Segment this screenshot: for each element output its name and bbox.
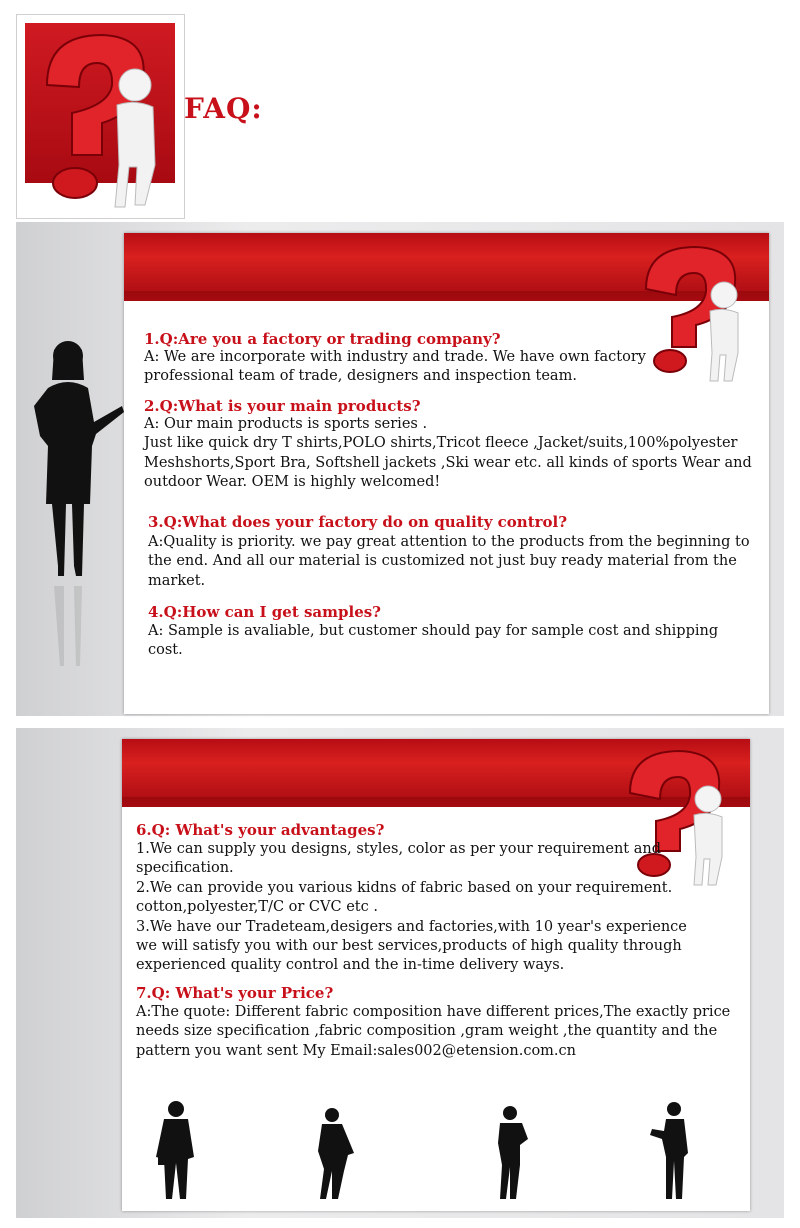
faq-answer-6: 1.We can supply you designs, styles, color as per your requirement and specification. 2.We can provide you various kidns of fabric based on your requirement. cotton,polyester,T/C or CVC etc . 3.We have our Tradeteam,desigers and factories,with 10 year's experience we will satisfy you with our best services,products of high quality through experienced quality control and the in-time delivery ways.	[136, 841, 687, 974]
faq-question-2: 2.Q:What is your main products?	[144, 397, 421, 415]
question-mark-figure-icon	[634, 239, 764, 389]
faq-question-6: 6.Q: What's your advantages?	[136, 821, 385, 839]
business-people-silhouettes	[142, 1099, 732, 1205]
question-mark-figure-icon	[17, 15, 184, 218]
faq-header-image	[16, 14, 185, 219]
faq-question-3: 3.Q:What does your factory do on quality control?	[148, 513, 568, 531]
faq-answer-2: A: Our main products is sports series . Just like quick dry T shirts,POLO shirts,Tricot fleece ,Jacket/suits,100%polyester Meshshorts,Sport Bra, Softshell jackets ,Ski wear etc. all kinds of sports Wear and outdoor Wear. OEM is highly welcomed!	[144, 416, 752, 491]
faq-answer-7: A:The quote: Different fabric composition have different prices,The exactly price needs size specification ,fabric composition ,gram weight ,the quantity and the pattern you want sent My Email:sales002@etension.com.cn	[136, 1004, 731, 1059]
faq-card-2	[122, 739, 750, 1211]
businessman-silhouette	[156, 1101, 194, 1199]
businesswoman-silhouette	[318, 1108, 354, 1199]
faq-answer-1: A: We are incorporate with industry and trade. We have own factory professional team of trade, designers and inspection team.	[144, 349, 646, 385]
faq-question-7: 7.Q: What's your Price?	[136, 984, 334, 1002]
faq-question-4: 4.Q:How can I get samples?	[148, 603, 381, 621]
faq-card-1	[124, 233, 769, 714]
page-title: FAQ:	[184, 92, 263, 125]
faq-answer-4: A: Sample is avaliable, but customer should pay for sample cost and shipping cost.	[148, 623, 719, 659]
faq-question-1: 1.Q:Are you a factory or trading company?	[144, 330, 501, 348]
woman-presenter-silhouette	[24, 336, 134, 696]
faq-answer-3: A:Quality is priority. we pay great attention to the products from the beginning to the end. And all our material is customized not just buy ready material from the market.	[148, 534, 750, 589]
man-on-phone-silhouette	[650, 1102, 688, 1199]
woman-with-phone-silhouette	[498, 1106, 528, 1199]
